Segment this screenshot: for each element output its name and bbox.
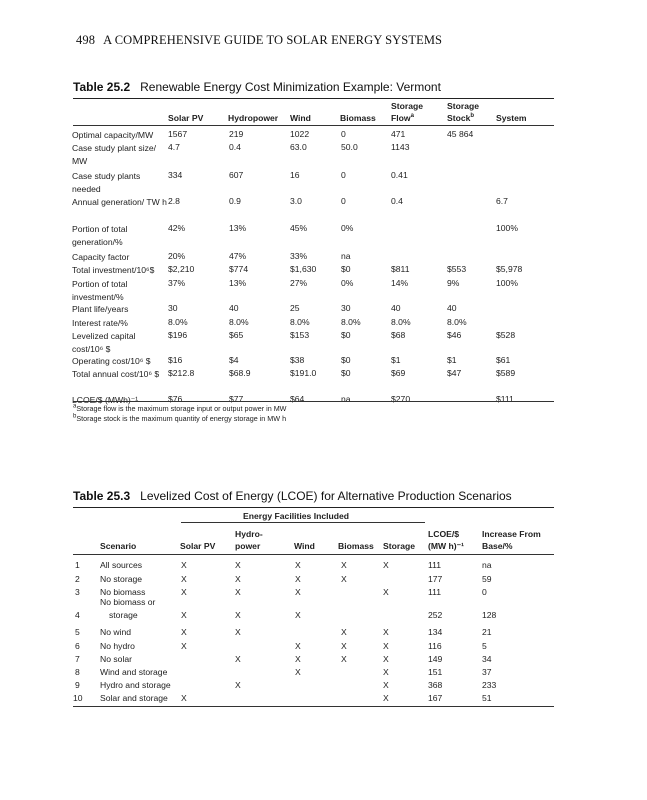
t2-cell-wind: X: [295, 560, 301, 570]
t2-cell-solar: X: [181, 610, 187, 620]
t2-col-increase-top: Increase From: [482, 529, 541, 539]
t1-cell: 471: [391, 129, 406, 139]
t1-col-storage-flow-top: Storage: [391, 101, 423, 111]
t1-cell: $1: [447, 355, 457, 365]
t2-row-number: 4: [75, 610, 80, 620]
t2-cell-solar: X: [181, 574, 187, 584]
t2-cell-biomass: X: [341, 641, 347, 651]
t1-cell: $0: [341, 368, 351, 378]
t2-row-number: 2: [75, 574, 80, 584]
t2-scenario: No wind: [100, 627, 132, 637]
t2-cell-lcoe: 151: [428, 667, 443, 677]
t1-cell: $16: [168, 355, 183, 365]
t1-cell: $528: [496, 330, 516, 340]
table1-footnote-b: $^b$Storage stock is the maximum quantity of energy storage in MW h: [73, 413, 287, 423]
t1-cell: 334: [168, 170, 183, 180]
table1-top-rule: [73, 98, 554, 99]
t1-cell: 40: [391, 303, 401, 313]
t1-col-biomass: Biomass: [340, 113, 376, 123]
t1-cell: $0: [341, 264, 351, 274]
t2-row-number: 6: [75, 641, 80, 651]
t1-cell: $0: [341, 330, 351, 340]
t1-cell: 27%: [290, 278, 308, 288]
t2-cell-lcoe: 167: [428, 693, 443, 703]
t1-cell: $5,978: [496, 264, 523, 274]
t1-cell: $77: [229, 394, 244, 404]
t2-col-storage: Storage: [383, 541, 415, 551]
t1-cell: 0: [341, 129, 346, 139]
t2-cell-inc: 21: [482, 627, 492, 637]
t1-col-storage-flow: Flow$^a$: [391, 113, 414, 123]
t1-cell: $69: [391, 368, 406, 378]
t2-cell-hydro: X: [235, 574, 241, 584]
t2-col-increase: Base/%: [482, 541, 513, 551]
t2-cell-biomass: X: [341, 654, 347, 664]
t2-col-lcoe-top: LCOE/$: [428, 529, 460, 539]
table1-header-rule: [73, 125, 554, 126]
t1-cell: $38: [290, 355, 305, 365]
t2-cell-storage: X: [383, 560, 389, 570]
t2-cell-biomass: X: [341, 560, 347, 570]
t1-cell: 0%: [341, 278, 354, 288]
t1-row-label: Capacity factor: [72, 252, 130, 262]
t1-cell: 1143: [391, 142, 410, 152]
t1-cell: na: [341, 394, 351, 404]
t2-cell-hydro: X: [235, 610, 241, 620]
t1-cell: 8.0%: [168, 317, 188, 327]
t2-col-hydro: power: [235, 541, 261, 551]
t1-row-label: Levelized capital cost/10⁶ $: [72, 331, 136, 354]
t1-cell: $4: [229, 355, 239, 365]
t1-row-label: Portion of total generation/%: [72, 224, 128, 247]
page-header: [76, 33, 442, 48]
t2-cell-hydro: X: [235, 627, 241, 637]
t2-row-number: 10: [73, 693, 83, 703]
t1-row-label: Case study plant size/ MW: [72, 143, 157, 166]
t1-cell: 16: [290, 170, 300, 180]
t1-cell: 1022: [290, 129, 310, 139]
t1-cell: $68.9: [229, 368, 251, 378]
t1-cell: $1,630: [290, 264, 317, 274]
t1-cell: $811: [391, 264, 410, 274]
t1-cell: 0.41: [391, 170, 408, 180]
t2-scenario: All sources: [100, 560, 143, 570]
t2-scenario: No biomass or: [100, 597, 156, 607]
t2-scenario: Hydro and storage: [100, 680, 171, 690]
t1-cell: 40: [447, 303, 457, 313]
t2-cell-solar: X: [181, 627, 187, 637]
table1-bottom-rule: [73, 401, 554, 402]
t1-cell: $0: [341, 355, 351, 365]
t1-row-label: Case study plants needed: [72, 171, 141, 194]
t2-cell-wind: X: [295, 610, 301, 620]
t2-row-number: 9: [75, 680, 80, 690]
t1-cell: 40: [229, 303, 239, 313]
t2-cell-solar: X: [181, 560, 187, 570]
t1-cell: $2,210: [168, 264, 195, 274]
t1-cell: 8.0%: [290, 317, 310, 327]
t1-cell: 45%: [290, 223, 308, 233]
t1-cell: 6.7: [496, 196, 508, 206]
t1-cell: na: [341, 251, 351, 261]
t2-cell-inc: na: [482, 560, 492, 570]
t2-row-number: 8: [75, 667, 80, 677]
t2-scenario: No hydro: [100, 641, 135, 651]
t2-cell-lcoe: 368: [428, 680, 443, 690]
t1-cell: $196: [168, 330, 188, 340]
t2-cell-hydro: X: [235, 654, 241, 664]
t2-cell-wind: X: [295, 654, 301, 664]
t2-col-wind: Wind: [294, 541, 315, 551]
t2-cell-wind: X: [295, 667, 301, 677]
t2-cell-inc: 51: [482, 693, 492, 703]
t2-cell-hydro: X: [235, 680, 241, 690]
t1-cell: 30: [341, 303, 351, 313]
t1-row-label: Portion of total investment/%: [72, 279, 128, 302]
t1-cell: $111: [496, 394, 514, 404]
t2-cell-lcoe: 252: [428, 610, 443, 620]
t1-row-label: Plant life/years: [72, 304, 129, 314]
t2-cell-biomass: X: [341, 627, 347, 637]
t2-cell-inc: 128: [482, 610, 497, 620]
table1-title: Renewable Energy Cost Minimization Example: Vermont: [140, 80, 441, 94]
t1-col-system: System: [496, 113, 527, 123]
t2-cell-solar: X: [181, 587, 187, 597]
table1-footnote-a: $^a$Storage flow is the maximum storage input or output power in MW: [73, 403, 287, 413]
t2-cell-storage: X: [383, 667, 389, 677]
t1-cell: $61: [496, 355, 511, 365]
t1-row-label: Total investment/10⁶$: [72, 265, 155, 275]
t1-row-label: Annual generation/ TW h: [72, 197, 167, 207]
t1-cell: 13%: [229, 223, 247, 233]
running-title: A COMPREHENSIVE GUIDE TO SOLAR ENERGY SYSTEMS: [103, 33, 443, 47]
table2-header-rule: [73, 554, 554, 555]
table1-caption: [73, 80, 441, 94]
t2-cell-wind: X: [295, 641, 301, 651]
t1-cell: $212.8: [168, 368, 195, 378]
t2-cell-solar: X: [181, 693, 187, 703]
t1-col-wind: Wind: [290, 113, 311, 123]
t1-cell: 1567: [168, 129, 188, 139]
t2-scenario: No storage: [100, 574, 143, 584]
t2-cell-wind: X: [295, 574, 301, 584]
table2-title: Levelized Cost of Energy (LCOE) for Alternative Production Scenarios: [140, 489, 512, 503]
t2-scenario: Wind and storage: [100, 667, 168, 677]
t2-scenario: Solar and storage: [100, 693, 168, 703]
t1-cell: 0%: [341, 223, 354, 233]
t1-cell: $153: [290, 330, 310, 340]
t2-row-number: 3: [75, 587, 80, 597]
t2-cell-biomass: X: [341, 574, 347, 584]
t1-row-label: Optimal capacity/MW: [72, 130, 154, 140]
table2-bottom-rule: [73, 706, 554, 707]
t2-cell-solar: X: [181, 641, 187, 651]
t1-cell: $270: [391, 394, 411, 404]
t2-cell-storage: X: [383, 693, 389, 703]
t1-cell: 8.0%: [391, 317, 411, 327]
t1-cell: 8.0%: [229, 317, 249, 327]
t1-cell: 2.8: [168, 196, 180, 206]
t2-cell-hydro: X: [235, 560, 241, 570]
t1-cell: $589: [496, 368, 516, 378]
t1-cell: 0: [341, 170, 346, 180]
t2-cell-inc: 59: [482, 574, 492, 584]
t1-cell: $76: [168, 394, 183, 404]
t2-cell-storage: X: [383, 680, 389, 690]
t2-row-number: 5: [75, 627, 80, 637]
t2-col-biomass: Biomass: [338, 541, 374, 551]
t1-cell: 30: [168, 303, 178, 313]
t1-cell: $46: [447, 330, 462, 340]
t1-cell: 0.9: [229, 196, 241, 206]
t1-row-label: Total annual cost/10⁶ $: [72, 369, 160, 379]
t1-cell: 219: [229, 129, 244, 139]
table2-label: Table 25.3: [73, 489, 131, 503]
t1-row-label: Interest rate/%: [72, 318, 128, 328]
t1-cell: 42%: [168, 223, 186, 233]
t1-cell: 8.0%: [341, 317, 361, 327]
t1-cell: 50.0: [341, 142, 358, 152]
t1-cell: 33%: [290, 251, 308, 261]
t2-cell-lcoe: 111: [428, 587, 442, 597]
t1-col-solar: Solar PV: [168, 113, 204, 123]
t1-cell: 100%: [496, 278, 518, 288]
t2-col-hydro-top: Hydro-: [235, 529, 263, 539]
t2-cell-hydro: X: [235, 587, 241, 597]
t2-row-number: 7: [75, 654, 80, 664]
t2-cell-inc: 233: [482, 680, 497, 690]
page-number: 498: [76, 33, 96, 47]
t1-cell: 63.0: [290, 142, 307, 152]
t1-cell: $68: [391, 330, 406, 340]
t1-cell: 37%: [168, 278, 186, 288]
t1-cell: 0.4: [229, 142, 241, 152]
t2-col-scenario: Scenario: [100, 541, 137, 551]
t1-cell: 100%: [496, 223, 518, 233]
t2-cell-wind: X: [295, 587, 301, 597]
t1-cell: 45 864: [447, 129, 474, 139]
t1-cell: $65: [229, 330, 244, 340]
t1-cell: 607: [229, 170, 244, 180]
t2-cell-inc: 5: [482, 641, 487, 651]
t2-group-rule: [181, 522, 425, 523]
t1-cell: 13%: [229, 278, 247, 288]
t2-cell-storage: X: [383, 641, 389, 651]
t2-cell-lcoe: 116: [428, 641, 442, 651]
table2-top-rule: [73, 507, 554, 508]
t1-cell: $774: [229, 264, 249, 274]
t2-cell-storage: X: [383, 587, 389, 597]
t2-scenario: No solar: [100, 654, 132, 664]
table2-caption: [73, 489, 512, 503]
t1-cell: $1: [391, 355, 401, 365]
t2-cell-inc: 0: [482, 587, 487, 597]
t1-cell: $64: [290, 394, 305, 404]
t2-col-solar: Solar PV: [180, 541, 216, 551]
t1-cell: 9%: [447, 278, 460, 288]
t2-cell-storage: X: [383, 654, 389, 664]
t2-row-number: 1: [75, 560, 80, 570]
t1-cell: 3.0: [290, 196, 302, 206]
t1-cell: $191.0: [290, 368, 317, 378]
t1-cell: 8.0%: [447, 317, 467, 327]
t1-col-storage-stock: Stock$^b$: [447, 113, 475, 123]
t1-cell: $47: [447, 368, 462, 378]
t1-cell: 20%: [168, 251, 186, 261]
t1-cell: 0: [341, 196, 346, 206]
t2-cell-lcoe: 111: [428, 560, 442, 570]
t2-scenario-cont: storage: [109, 610, 138, 620]
table1-label: Table 25.2: [73, 80, 131, 94]
t1-cell: 25: [290, 303, 300, 313]
t2-cell-storage: X: [383, 627, 389, 637]
t1-row-label: Operating cost/10⁶ $: [72, 356, 151, 366]
t2-scenario: No biomass: [100, 587, 146, 597]
t2-group-header: Energy Facilities Included: [243, 511, 350, 521]
t1-cell: $553: [447, 264, 467, 274]
t2-cell-inc: 37: [482, 667, 492, 677]
t2-cell-lcoe: 134: [428, 627, 443, 637]
t1-col-storage-stock-top: Storage: [447, 101, 479, 111]
t1-cell: 47%: [229, 251, 247, 261]
t1-col-hydro: Hydropower: [228, 113, 279, 123]
t2-col-lcoe: (MW h)⁻¹: [428, 541, 465, 551]
t2-cell-lcoe: 149: [428, 654, 443, 664]
t2-cell-lcoe: 177: [428, 574, 443, 584]
t1-cell: 4.7: [168, 142, 180, 152]
t1-row-label: LCOE/$ (MWh)⁻¹: [72, 395, 139, 405]
t1-cell: 0.4: [391, 196, 403, 206]
t1-cell: 14%: [391, 278, 409, 288]
t2-cell-inc: 34: [482, 654, 492, 664]
